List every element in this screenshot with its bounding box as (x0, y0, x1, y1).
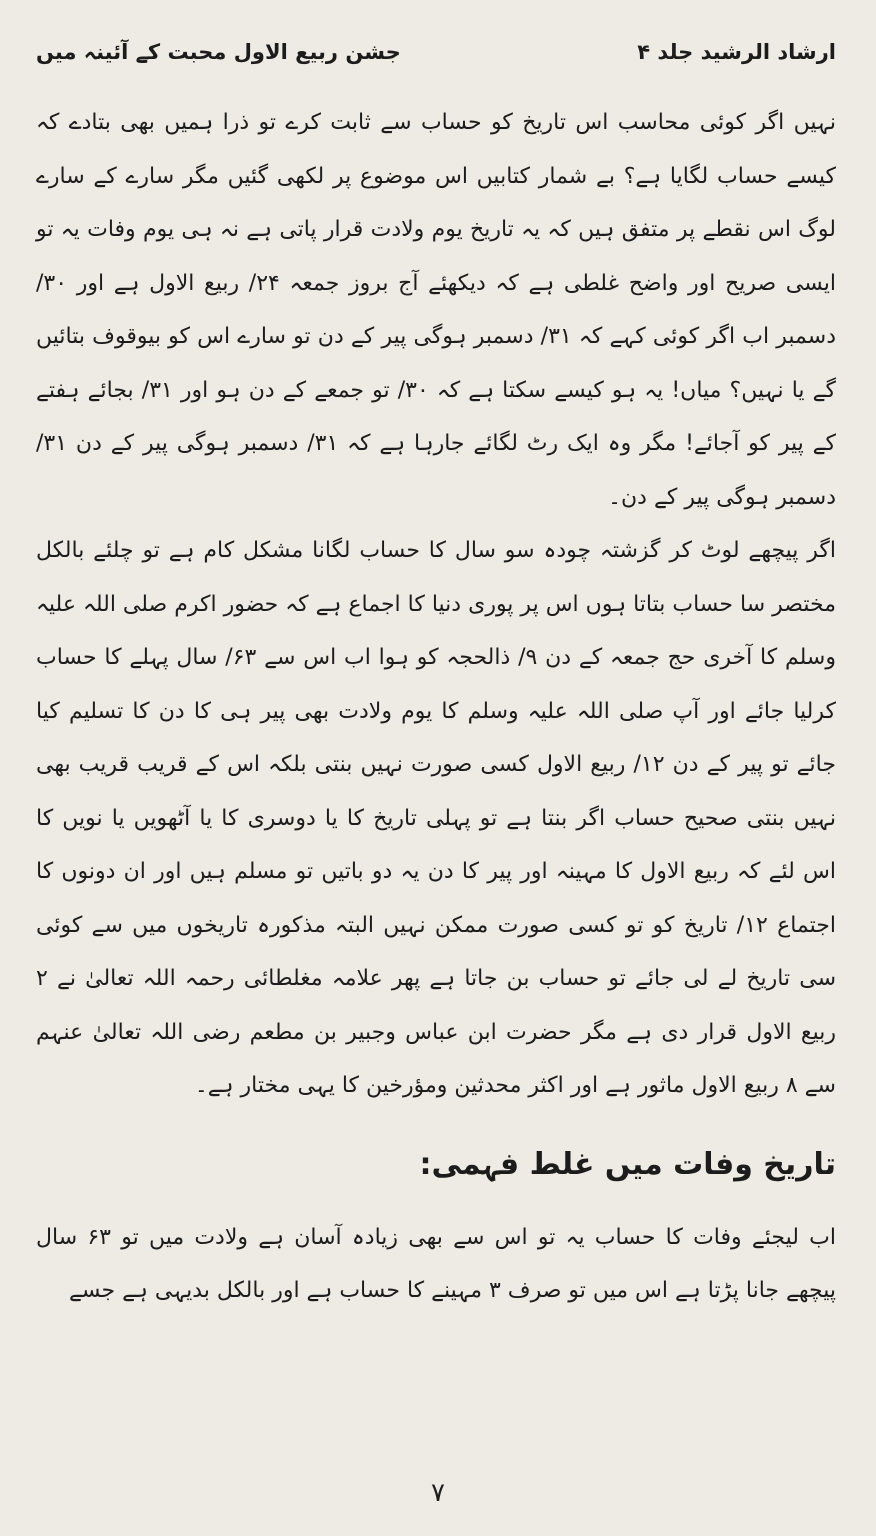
paragraph-1: نہیں اگر کوئی محاسب اس تاریخ کو حساب سے ثابت کرے تو ذرا ہمیں بھی بتادے کہ کیسے حساب لگایا ہے؟ بے شمار کتابیں اس موضوع پر لکھی گئیں مگر سارے کے سارے لوگ اس نقطے پر متفق ہیں کہ یہ تاریخ یوم ولادت قرار پاتی ہے نہ ہی یوم وفات یہ تو ایسی صریح اور واضح غلطی ہے کہ دیکھئے آج بروز جمعہ ۲۴/ ربیع الاول ہے اور ۳۰/ دسمبر اب اگر کوئی کہے کہ ۳۱/ دسمبر ہوگی پیر کے دن تو سارے اس کو بیوقوف بتائیں گے یا نہیں؟ میاں! یہ ہو کیسے سکتا ہے کہ ۳۰/ تو جمعے کے دن ہو اور ۳۱/ بجائے ہفتے کے پیر کو آجائے! مگر وہ ایک رٹ لگائے جارہا ہے کہ ۳۱/ دسمبر ہوگی پیر کے دن ۳۱/ دسمبر ہوگی پیر کے دن۔ (36, 110, 836, 510)
page-header (36, 30, 836, 74)
section-heading: تاریخ وفات میں غلط فہمی: (419, 1146, 836, 1182)
paragraph-2: اگر پیچھے لوٹ کر گزشتہ چودہ سو سال کا حساب لگانا مشکل کام ہے تو چلئے بالکل مختصر سا حساب بتاتا ہوں اس پر پوری دنیا کا اجماع ہے کہ حضور اکرم صلی اللہ علیہ وسلم کا آخری حج جمعہ کے دن ۹/ ذالحجہ کو ہوا اب اس سے ۶۳/ سال پہلے کا حساب کرلیا جائے اور آپ صلی اللہ علیہ وسلم کا یوم ولادت بھی پیر ہی کا دن کا تسلیم کیا جائے تو پیر کے دن ۱۲/ ربیع الاول کسی صورت نہیں بنتی بلکہ اس کے قریب قریب بھی نہیں بنتی صحیح حساب اگر بنتا ہے تو پہلی تاریخ کا یا دوسری کا یا آٹھویں یا نویں کا اس لئے کہ ربیع الاول کا مہینہ اور پیر کا دن یہ دو باتیں تو مسلم ہیں اور ان دونوں کا اجتماع ۱۲/ تاریخ کو تو کسی صورت ممکن نہیں البتہ مذکورہ تاریخوں میں سے کوئی سی تاریخ لے لی جائے تو حساب بن جاتا ہے پھر علامہ مغلطائی رحمہ اللہ تعالیٰ نے ۲ ربیع الاول قرار دی ہے مگر حضرت ابن عباس وجبیر بن مطعم رضی اللہ تعالیٰ عنہم سے ۸ ربیع الاول ماثور ہے اور اکثر محدثین ومؤرخین کا یہی مختار ہے۔ (36, 538, 836, 1098)
page-number: ۷ (431, 1478, 445, 1508)
book-title: ارشاد الرشید جلد ۴ (637, 40, 836, 64)
section-paragraph: اب لیجئے وفات کا حساب یہ تو اس سے بھی زیادہ آسان ہے ولادت میں تو ۶۳ سال پیچھے جانا پڑتا ہے اس میں تو صرف ۳ مہینے کا حساب ہے اور بالکل بدیہی ہے جسے (36, 1224, 836, 1303)
page-body (36, 96, 836, 1318)
chapter-title: جشن ربیع الاول محبت کے آئینہ میں (36, 40, 401, 64)
